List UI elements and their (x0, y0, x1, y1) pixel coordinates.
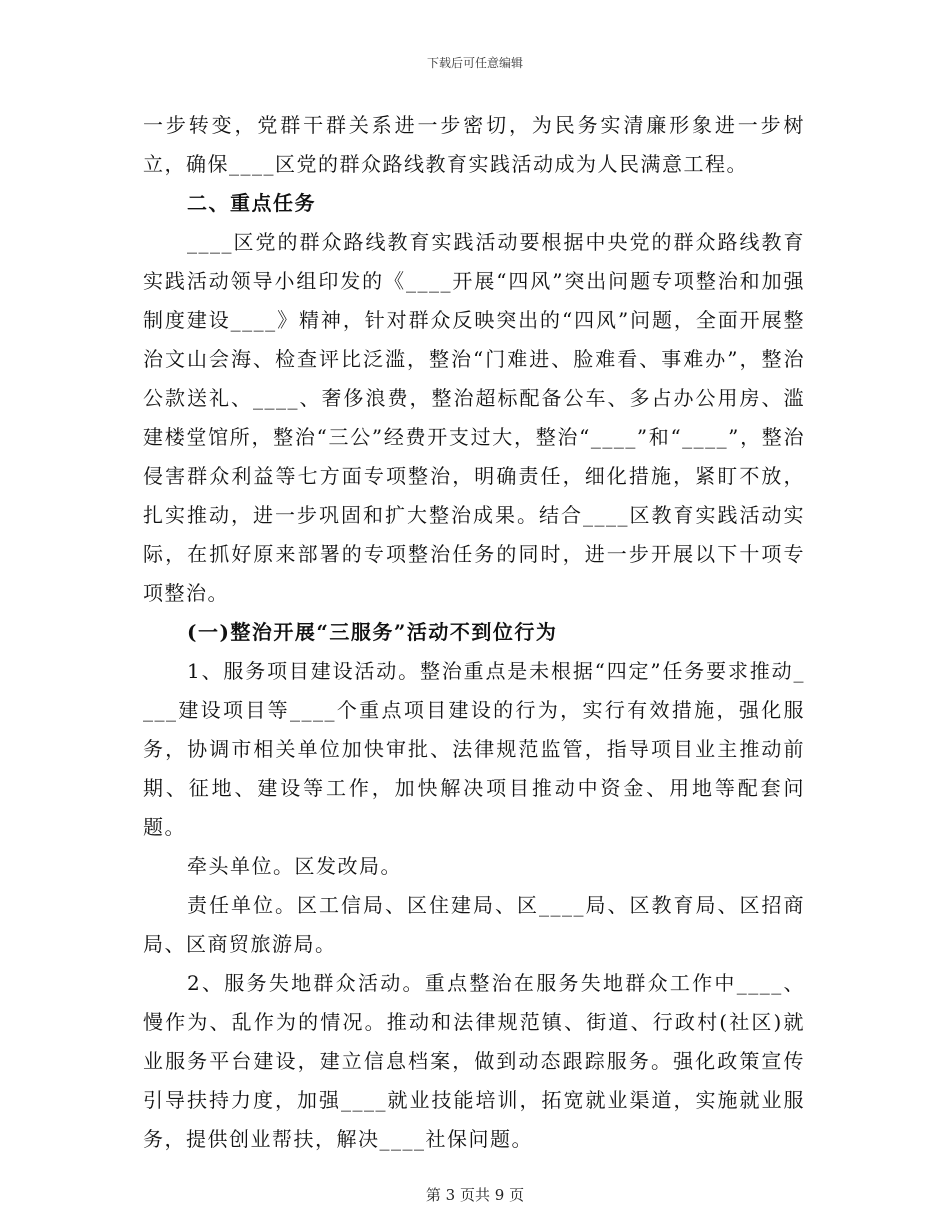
paragraph-continuation: 一步转变，党群干群关系进一步密切，为民务实清廉形象进一步树立，确保____区党的群众路线教育实践活动成为人民满意工程。 (143, 113, 805, 176)
page-header: 下载后可任意编辑 (426, 56, 523, 70)
document-body (143, 106, 805, 1159)
paragraph-item-2: 2、服务失地群众活动。重点整治在服务失地群众工作中____、慢作为、乱作为的情况。推动和法律规范镇、街道、行政村(社区)就业服务平台建设，建立信息档案，做到动态跟踪服务。强化政策宣传引导扶持力度，加强____就业技能培训，拓宽就业渠道，实施就业服务，提供创业帮扶，解决____社保问题。 (143, 971, 805, 1151)
section-heading-key-tasks: 二、重点任务 (187, 191, 316, 215)
paragraph-key-tasks-intro: ____区党的群众路线教育实践活动要根据中央党的群众路线教育实践活动领导小组印发的《____开展“四风”突出问题专项整治和加强制度建设____》精神，针对群众反映突出的“四风”问题，全面开展整治文山会海、检查评比泛滥，整治“门难进、脸难看、事难办”，整治公款送礼、____、奢侈浪费，整治超标配备公车、多占办公用房、滥建楼堂馆所，整治“三公”经费开支过大，整治“____”和“____”，整治侵害群众利益等七方面专项整治，明确责任，细化措施，紧盯不放，扎实推动，进一步巩固和扩大整治成果。结合____区教育实践活动实际，在抓好原来部署的专项整治任务的同时，进一步开展以下十项专项整治。 (143, 230, 805, 605)
page-footer: 第 3 页共 9 页 (425, 1186, 525, 1204)
paragraph-lead-unit: 牵头单位。区发改局。 (187, 854, 402, 878)
paragraph-responsible-units: 责任单位。区工信局、区住建局、区____局、区教育局、区招商局、区商贸旅游局。 (143, 893, 805, 956)
paragraph-item-1: 1、服务项目建设活动。整治重点是未根据“四定”任务要求推动____建设项目等____个重点项目建设的行为，实行有效措施，强化服务，协调市相关单位加快审批、法律规范监管，指导项目业主推动前期、征地、建设等工作，加快解决项目推动中资金、用地等配套问题。 (143, 659, 805, 839)
subsection-heading-1: (一)整治开展“三服务”活动不到位行为 (187, 620, 558, 644)
